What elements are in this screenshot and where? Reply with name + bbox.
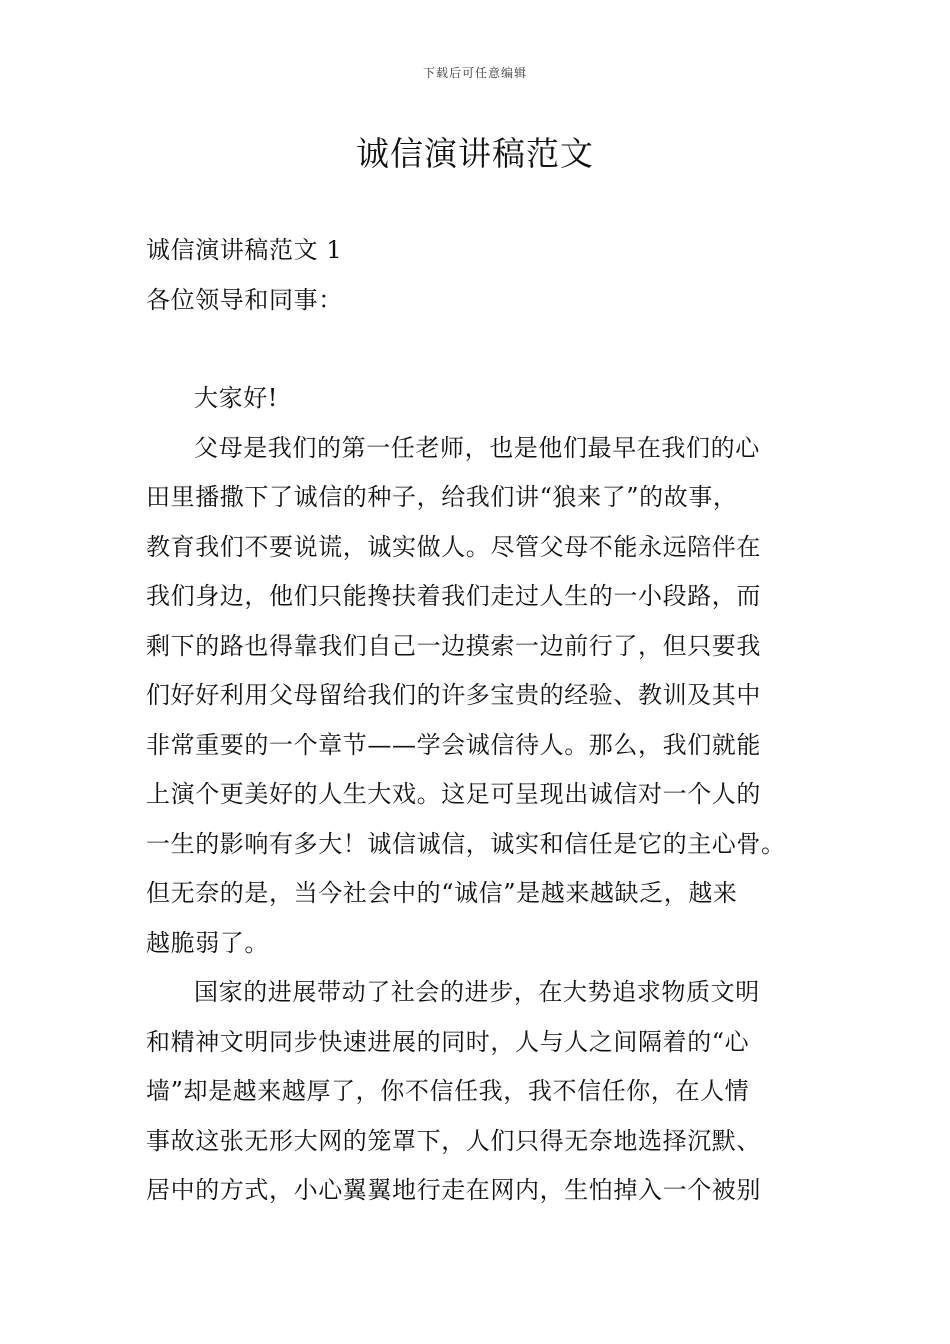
paragraph-line: 父母是我们的第一任老师，也是他们最早在我们的心 [194,434,760,462]
paragraph-line: 国家的进展带动了社会的进步，在大势追求物质文明 [194,978,760,1006]
salutation: 各位领导和同事： [146,286,343,314]
paragraph-line: 但无奈的是，当今社会中的“诚信”是越来越缺乏，越来 [146,879,738,907]
paragraph-line: 非常重要的一个章节——学会诚信待人。那么，我们就能 [146,731,761,759]
paragraph-line: 田里播撒下了诚信的种子，给我们讲“狼来了”的故事， [146,483,738,511]
paragraph-line: 剩下的路也得靠我们自己一边摸索一边前行了，但只要我 [146,632,761,660]
header-note: 下载后可任意编辑 [422,66,527,80]
paragraph-line: 墙”却是越来越厚了，你不信任我，我不信任你，在人情 [146,1077,750,1105]
section-subtitle: 诚信演讲稿范文 1 [146,236,343,264]
paragraph-line: 居中的方式，小心翼翼地行走在网内，生怕掉入一个被别 [146,1176,761,1204]
greeting: 大家好! [194,384,279,412]
paragraph-line: 我们身边，他们只能搀扶着我们走过人生的一小段路，而 [146,582,761,610]
paragraph-line: 一生的影响有多大！诚信诚信，诚实和信任是它的主心骨。 [146,830,786,858]
paragraph-line: 上演个更美好的人生大戏。这足可呈现出诚信对一个人的 [146,780,761,808]
paragraph-line: 越脆弱了。 [146,929,269,957]
paragraph-line: 和精神文明同步快速进展的同时，人与人之间隔着的“心 [146,1028,750,1056]
paragraph-line: 们好好利用父母留给我们的许多宝贵的经验、教训及其中 [146,681,761,709]
paragraph-line: 事故这张无形大网的笼罩下，人们只得无奈地选择沉默、 [146,1127,761,1155]
paragraph-line: 教育我们不要说谎，诚实做人。尽管父母不能永远陪伴在 [146,533,761,561]
page-title: 诚信演讲稿范文 [356,134,594,173]
